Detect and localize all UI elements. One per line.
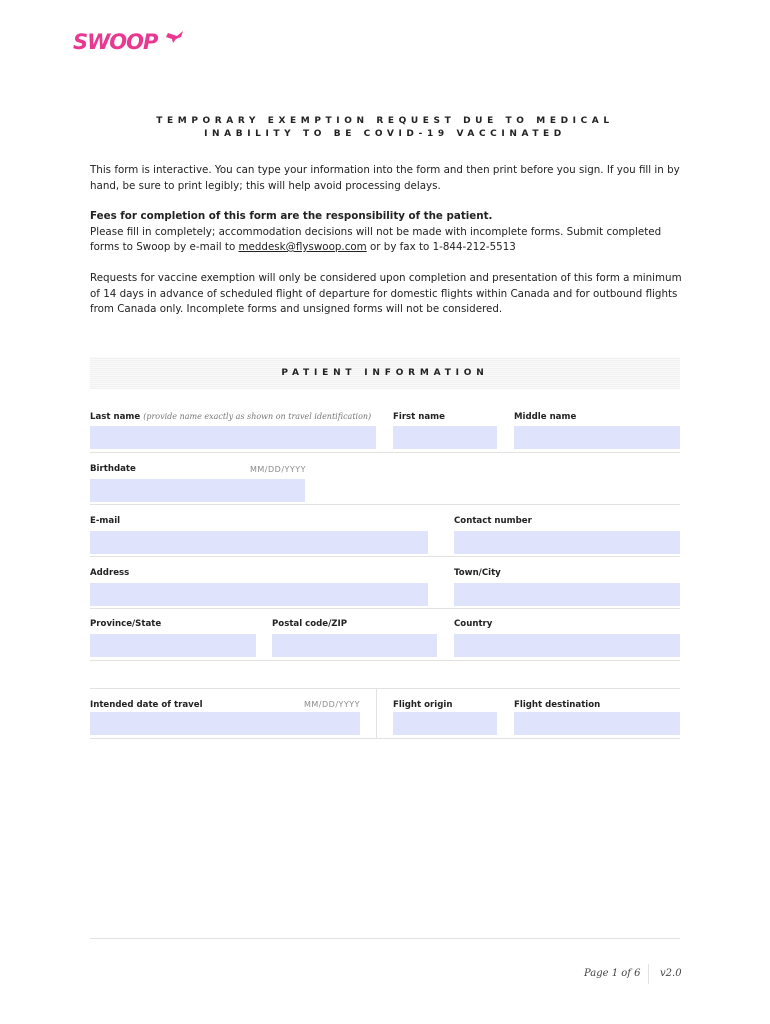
email-label: E-mail [90,516,121,526]
row-divider [90,452,680,453]
middle-name-input[interactable] [514,426,680,449]
flight-origin-input[interactable] [393,712,497,735]
country-label: Country [454,619,493,629]
last-name-hint: (provide name exactly as shown on travel identification) [143,412,372,421]
logo-text: SWOOP [73,30,158,54]
swoop-logo [73,27,185,61]
row-divider [90,738,680,739]
travel-date-input[interactable] [90,712,360,735]
first-name-label: First name [393,412,445,422]
deadline-paragraph: Requests for vaccine exemption will only be considered upon completion and presentation of this form a minimum of 14 days in advance of scheduled flight of departure for domestic flights within Canada and for outbound flights from Canada only. Incomplete forms and unsigned forms will not be considered. [90,272,682,315]
last-name-input[interactable] [90,426,376,449]
flight-destination-label: Flight destination [514,700,601,710]
address-label: Address [90,568,130,578]
province-state-label: Province/State [90,619,162,629]
section-patient-information: PATIENT INFORMATION [90,357,680,389]
travel-date-format-hint: MM/DD/YYYY [304,700,361,709]
form-title-line2: INABILITY TO BE COVID-19 VACCINATED [204,129,566,139]
country-input[interactable] [454,634,680,657]
email-link[interactable]: meddesk@flyswoop.com [238,241,367,253]
province-state-input[interactable] [90,634,256,657]
travel-date-label: Intended date of travel [90,700,203,710]
fees-notice: Fees for completion of this form are the responsibility of the patient. [90,210,493,222]
row-divider [90,688,680,689]
town-city-label: Town/City [454,568,501,578]
column-divider [376,688,377,739]
form-title-line1: TEMPORARY EXEMPTION REQUEST DUE TO MEDICAL [156,116,614,126]
page-number: Page 1 of 6 [584,968,641,979]
birthdate-format-hint: MM/DD/YYYY [250,465,307,474]
flight-origin-label: Flight origin [393,700,453,710]
postal-code-label: Postal code/ZIP [272,619,348,629]
town-city-input[interactable] [454,583,680,606]
contact-number-input[interactable] [454,531,680,554]
contact-number-label: Contact number [454,516,532,526]
first-name-input[interactable] [393,426,497,449]
fees-paragraph [90,209,682,256]
last-name-label: Last name (provide name exactly as shown on travel identification) [90,412,372,422]
email-input[interactable] [90,531,428,554]
submission-text: Please fill in completely; accommodation decisions will not be made with incomplete forms. Submit completed forms to Swoop by e-mail to [90,225,662,253]
row-divider [90,504,680,505]
fax-text: or by fax to 1-844-212-5513 [366,241,516,253]
row-divider [90,556,680,557]
flight-destination-input[interactable] [514,712,680,735]
version-label: v2.0 [660,968,682,979]
footer-divider [90,938,680,939]
row-divider [90,660,680,661]
footer-separator [648,964,649,984]
postal-code-input[interactable] [272,634,437,657]
intro-paragraph: This form is interactive. You can type your information into the form and then print before you sign. If you fill in by hand, be sure to print legibly; this will help avoid processing delays. [90,164,680,192]
birthdate-label: Birthdate [90,464,136,474]
logo-plane-icon [166,31,183,43]
address-input[interactable] [90,583,428,606]
middle-name-label: Middle name [514,412,577,422]
row-divider [90,608,680,609]
birthdate-input[interactable] [90,479,305,502]
